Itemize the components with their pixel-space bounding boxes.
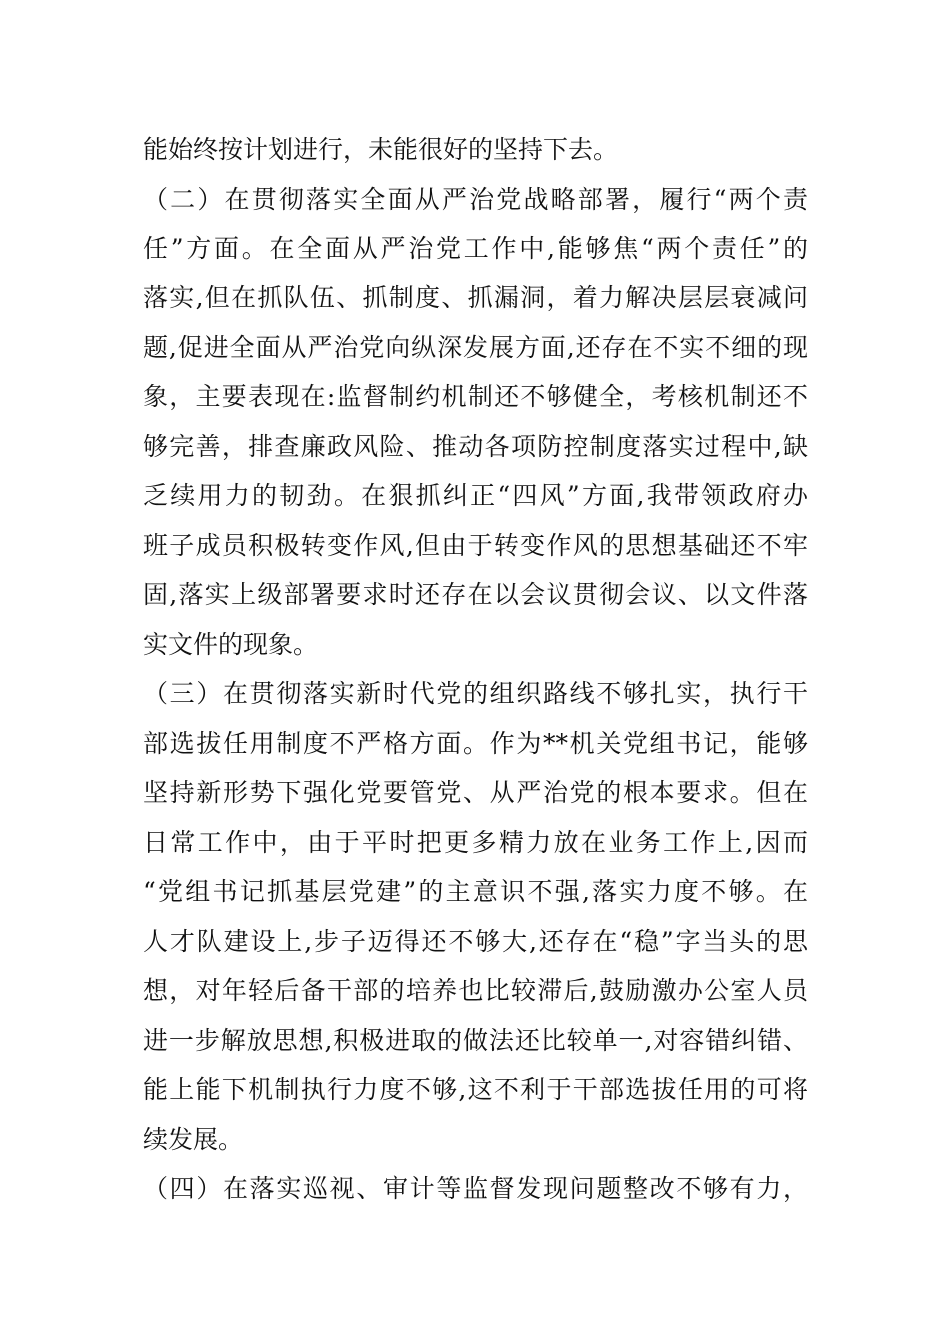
text-line: （四）在落实巡视、审计等监督发现问题整改不够有力， xyxy=(143,1174,808,1203)
text-line: 固,落实上级部署要求时还存在以会议贯彻会议、以文件落 xyxy=(143,580,808,609)
text-line: “党组书记抓基层党建”的主意识不强,落实力度不够。在 xyxy=(143,877,808,906)
text-line: 续发展。 xyxy=(143,1125,244,1154)
text-line: 实文件的现象。 xyxy=(143,630,319,659)
text-line: 人才队建设上,步子迈得还不够大,还存在“稳”字当头的思 xyxy=(143,927,808,956)
text-line: 能始终按计划进行，未能很好的坚持下去。 xyxy=(143,135,619,164)
text-line: （三）在贯彻落实新时代党的组织路线不够扎实，执行干 xyxy=(143,679,808,708)
text-line: 能上能下机制执行力度不够,这不利于干部选拔任用的可将 xyxy=(143,1075,808,1104)
text-line: 部选拔任用制度不严格方面。作为**机关党组书记，能够 xyxy=(143,729,808,758)
text-line: 象，主要表现在:监督制约机制还不够健全，考核机制还不 xyxy=(143,382,808,411)
text-line: 任”方面。在全面从严治党工作中,能够焦“两个责任”的 xyxy=(143,234,808,263)
text-line: 坚持新形势下强化党要管党、从严治党的根本要求。但在 xyxy=(143,778,808,807)
text-line: 够完善，排查廉政风险、推动各项防控制度落实过程中,缺 xyxy=(143,432,808,461)
text-line: 落实,但在抓队伍、抓制度、抓漏洞，着力解决层层衰减问 xyxy=(143,283,808,312)
text-line: （二）在贯彻落实全面从严治党战略部署，履行“两个责 xyxy=(143,185,808,214)
text-line: 想，对年轻后备干部的培养也比较滞后,鼓励激办公室人员 xyxy=(143,976,808,1005)
text-line: 进一步解放思想,积极进取的做法还比较单一,对容错纠错、 xyxy=(143,1026,808,1055)
text-line: 班子成员积极转变作风,但由于转变作风的思想基础还不牢 xyxy=(143,531,808,560)
text-line: 日常工作中，由于平时把更多精力放在业务工作上,因而 xyxy=(143,828,808,857)
text-line: 题,促进全面从严治党向纵深发展方面,还存在不实不细的现 xyxy=(143,333,808,362)
text-line: 乏续用力的韧劲。在狠抓纠正“四风”方面,我带领政府办 xyxy=(143,481,808,510)
